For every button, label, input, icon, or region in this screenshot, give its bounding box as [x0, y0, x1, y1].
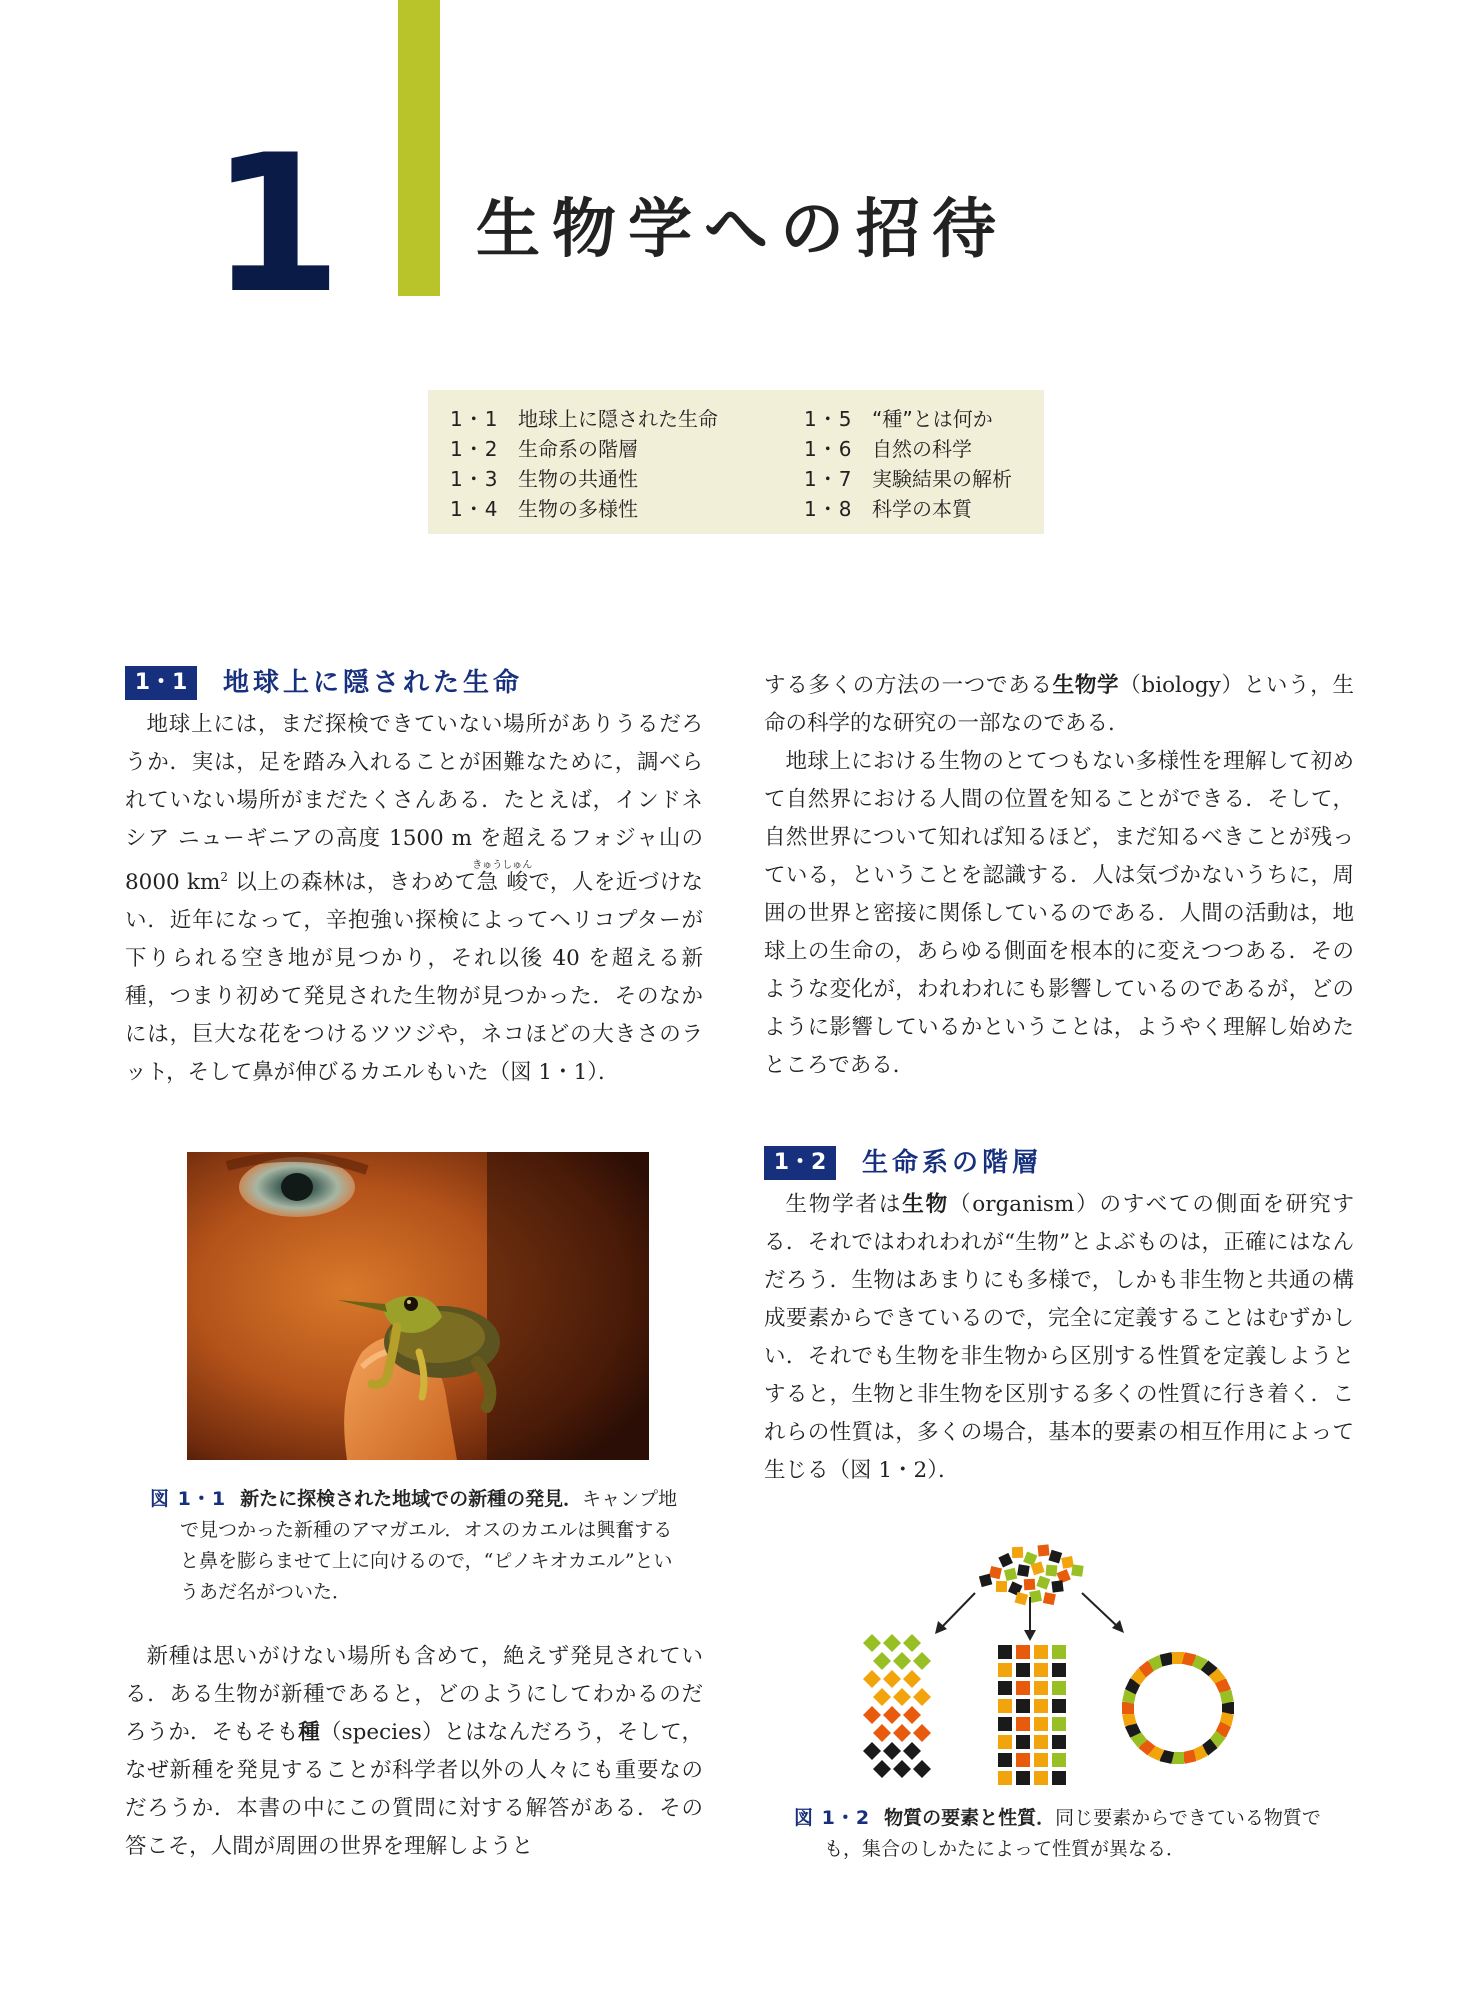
chapter-title: 生物学への招待 [476, 193, 1008, 267]
element-square [1036, 1576, 1050, 1590]
element-diamond [883, 1706, 901, 1724]
element-square [1034, 1645, 1048, 1659]
body-right-paragraph-1: する多くの方法の一つである生物学（biology）という，生命の科学的な研究の一部なのである． [764, 673, 1354, 736]
element-square [1052, 1735, 1066, 1749]
figure-description: 同じ要素からできている物質でも，集合のしかたによって性質が異なる． [824, 1807, 1321, 1860]
element-diamond [893, 1724, 911, 1742]
toc-column-right [804, 404, 1012, 524]
element-square [1122, 1702, 1134, 1714]
toc-item[interactable]: 1・5 “種”とは何か [804, 407, 993, 431]
element-diamond [903, 1670, 921, 1688]
toc-column-left [450, 404, 718, 524]
element-square [998, 1753, 1012, 1767]
element-square [1172, 1752, 1184, 1764]
element-diamond [863, 1670, 881, 1688]
diagram-arrows [935, 1593, 1124, 1641]
section-title: 地球上に隠された生命 [223, 668, 524, 698]
element-diamond [863, 1634, 881, 1652]
element-square [1052, 1645, 1066, 1659]
element-diamond [913, 1724, 931, 1742]
element-square [1052, 1717, 1066, 1731]
section-title: 生命系の階層 [862, 1148, 1043, 1178]
element-square [996, 1581, 1007, 1592]
element-diamond [903, 1742, 921, 1760]
element-square [1034, 1717, 1048, 1731]
element-arrangement-columns [998, 1645, 1066, 1785]
figure-label: 図 1・1 [150, 1488, 227, 1510]
element-square [1024, 1579, 1036, 1591]
element-square [1222, 1702, 1234, 1714]
arrow-center-head [1024, 1630, 1036, 1641]
ruby-kyushun: 急峻きゅうしゅん [472, 860, 533, 896]
section-number-badge: 1・1 [125, 666, 197, 700]
element-diamond [863, 1706, 881, 1724]
body-right-paragraph-2: 地球上における生物のとてつもない多様性を理解して初めて自然界における人間の位置を知ることができる．そして，自然世界について知れば知るほど，まだ知るべきことが残っている，ということを認識する．人は気づかないうちに，周囲の世界と密接に関係しているのである．人間の活動は，地球上の生命の，あらゆる側面を根本的に変えつつある．そのような変化が，われわれにも影響しているのであるが，どのように影響しているかということは，ようやく理解し始めたところである． [764, 749, 1354, 1078]
element-square [1038, 1544, 1050, 1556]
element-diamond [873, 1724, 891, 1742]
body-left-paragraph-2: 新種は思いがけない場所も含めて，絶えず発見されている．ある生物が新種であると，どのようにしてわかるのだろうか．そもそも種（species）とはなんだろう，そして，なぜ新種を発見することが科学者以外の人々にも重要なのだろうか．本書の中にこの質問に対する解答がある．その答こそ，人間が周囲の世界を理解しようと [125, 1644, 703, 1859]
element-square [998, 1681, 1012, 1695]
keyword-species: 種 [298, 1720, 320, 1745]
element-square [1043, 1592, 1056, 1605]
element-square [998, 1717, 1012, 1731]
element-diamond [903, 1706, 921, 1724]
element-arrangement-diamond-lattice [863, 1634, 931, 1778]
element-square [1061, 1556, 1074, 1569]
element-square [1034, 1771, 1048, 1785]
toc-item[interactable]: 1・3 生物の共通性 [450, 467, 638, 491]
element-diamond [903, 1634, 921, 1652]
toc-item[interactable]: 1・6 自然の科学 [804, 437, 972, 461]
element-diamond [873, 1760, 891, 1778]
element-diamond [873, 1652, 891, 1670]
element-square [1052, 1699, 1066, 1713]
body-left-paragraph-1: 地球上には，まだ探検できていない場所がありうるだろうか．実は，足を踏み入れることが困難なために，調べられていない場所がまだたくさんある．たとえば，インドネシア ニューギニアの高度 1500 m を超えるフォジャ山の 8000 $km^2$ 以上の森林は，きわめて急峻きゅうしゅんで，人を近づけない．近年になって，辛抱強い探検によってヘリコプターが下りられる空き地が見つかり，それ以後 40 を超える新種，つまり初めて発見された生物が見つかった．そのなかには，巨大な花をつけるツツジや，ネコほどの大きさのラット，そして鼻が伸びるカエルもいた（図 1・1）． [125, 712, 703, 1086]
element-square [1016, 1681, 1030, 1695]
keyword-biology: 生物学 [1052, 673, 1120, 698]
element-square [1048, 1550, 1062, 1564]
element-square [1045, 1565, 1057, 1577]
element-square [1004, 1568, 1017, 1581]
element-square [1016, 1717, 1030, 1731]
element-square [1012, 1547, 1023, 1558]
figure-title: 新たに探検された地域での新種の発見． [240, 1488, 583, 1510]
figure-1-2-caption [794, 1803, 1354, 1865]
element-square [1016, 1645, 1030, 1659]
element-diamond [883, 1742, 901, 1760]
figure-1-1-photo [187, 1152, 649, 1460]
element-square [1052, 1663, 1066, 1677]
element-diamond [893, 1760, 911, 1778]
toc-item[interactable]: 1・1 地球上に隠された生命 [450, 407, 718, 431]
element-square [1051, 1580, 1063, 1592]
element-square [1016, 1771, 1030, 1785]
element-diamond [893, 1652, 911, 1670]
element-diamond [863, 1742, 881, 1760]
element-square [1172, 1652, 1184, 1664]
element-square [1034, 1681, 1048, 1695]
element-square [998, 1553, 1013, 1568]
element-square [1052, 1681, 1066, 1695]
element-diamond [893, 1688, 911, 1706]
element-square [1017, 1564, 1030, 1577]
element-square [998, 1699, 1012, 1713]
element-square [1016, 1753, 1030, 1767]
figure-title: 物質の要素と性質． [884, 1807, 1056, 1829]
element-square [1052, 1753, 1066, 1767]
chapter-number: 1 [210, 114, 337, 335]
frog-photo-image [187, 1152, 649, 1460]
element-square [1016, 1735, 1030, 1749]
element-diamond [913, 1688, 931, 1706]
element-square [998, 1663, 1012, 1677]
section-1-2-heading [764, 1146, 1344, 1180]
section-number-badge: 1・2 [764, 1146, 836, 1180]
element-cluster [979, 1544, 1084, 1605]
element-arrangement-ring [1122, 1652, 1234, 1764]
element-diamond [913, 1652, 931, 1670]
element-square [1034, 1753, 1048, 1767]
figure-description: キャンプ地で見つかった新種のアマガエル．オスのカエルは興奮すると鼻を膨らませて上に向けるので，“ピノキオカエル”というあだ名がついた． [180, 1488, 678, 1603]
element-diamond [883, 1634, 901, 1652]
element-square [1034, 1663, 1048, 1677]
arrow-right [1082, 1593, 1118, 1627]
toc-item[interactable]: 1・2 生命系の階層 [450, 437, 638, 461]
element-square [998, 1771, 1012, 1785]
element-square [1052, 1771, 1066, 1785]
toc-item[interactable]: 1・7 実験結果の解析 [804, 467, 1012, 491]
element-square [1034, 1699, 1048, 1713]
arrow-left [940, 1593, 975, 1629]
chapter-toc [428, 390, 1044, 534]
keyword-organism: 生物 [902, 1192, 949, 1217]
element-square [1071, 1564, 1083, 1576]
element-square [1034, 1735, 1048, 1749]
element-square [989, 1566, 1002, 1579]
figure-label: 図 1・2 [794, 1807, 871, 1829]
element-diamond [913, 1760, 931, 1778]
element-diamond [873, 1688, 891, 1706]
chapter-accent-bar [398, 0, 440, 296]
element-diamond [883, 1670, 901, 1688]
element-square [1029, 1590, 1042, 1603]
element-square [1016, 1663, 1030, 1677]
figure-1-1-caption [150, 1484, 690, 1608]
toc-item[interactable]: 1・8 科学の本質 [804, 497, 972, 521]
section-1-1-heading [125, 666, 705, 700]
element-square [998, 1735, 1012, 1749]
element-square [1016, 1699, 1030, 1713]
element-square [998, 1645, 1012, 1659]
body-right-paragraph-3: 生物学者は生物（organism）のすべての側面を研究する．それではわれわれが“生物”とよぶものは，正確にはなんだろう．生物はあまりにも多様で，しかも非生物と共通の構成要素からできているので，完全に定義することはむずかしい．それでも生物を非生物から区別する性質を定義しようとすると，生物と非生物を区別する多くの性質に行き着く．これらの性質は，多くの場合，基本的要素の相互作用によって生じる（図 1・2）． [764, 1192, 1354, 1483]
figure-1-2-diagram [850, 1535, 1280, 1795]
toc-item[interactable]: 1・4 生物の多様性 [450, 497, 638, 521]
